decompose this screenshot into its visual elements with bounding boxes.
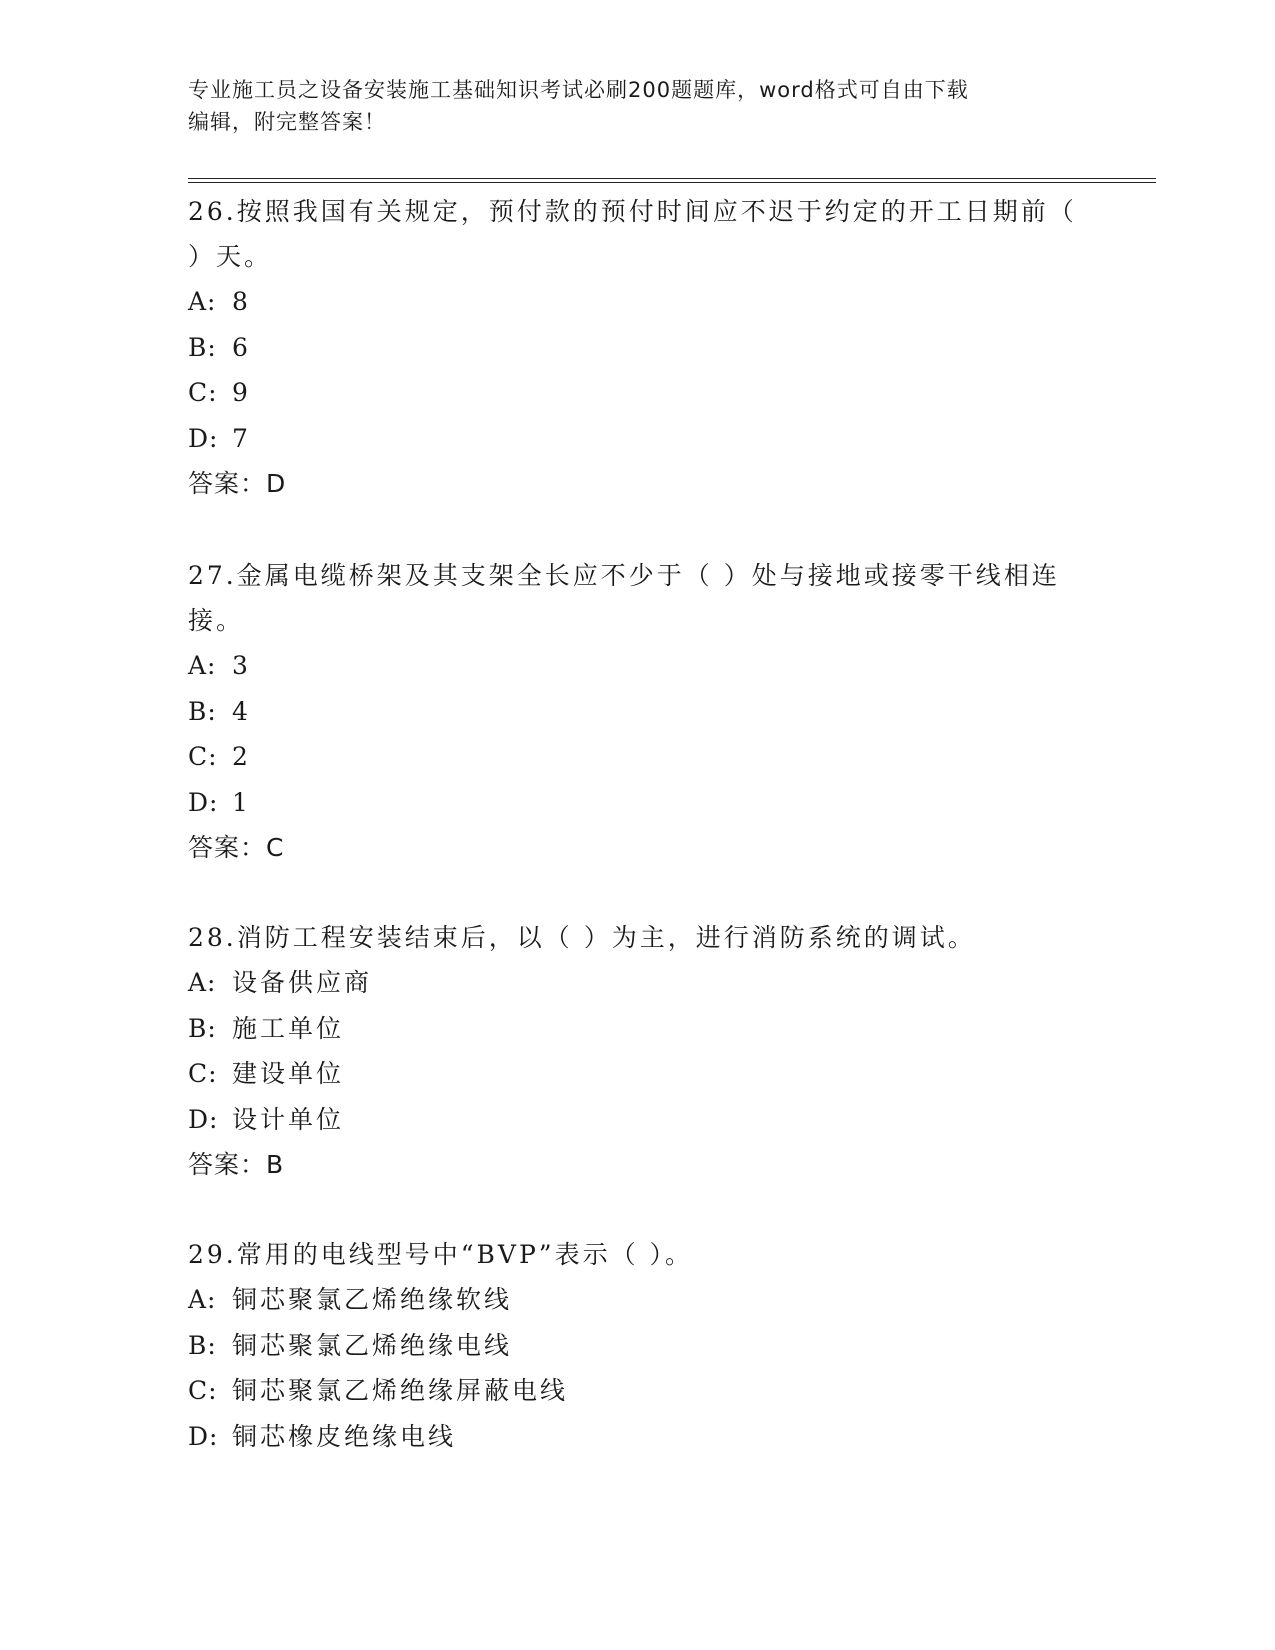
option-text: 7 (232, 423, 251, 453)
question-28 (188, 915, 1088, 1187)
option-text: 9 (232, 378, 251, 407)
option-key: B: (188, 696, 217, 726)
option-a (188, 643, 1088, 689)
header-line-2: 编辑，附完整答案！ (188, 110, 386, 134)
option-key: A: (188, 651, 217, 680)
option-b (188, 689, 1088, 735)
option-text: 施工单位 (232, 1013, 345, 1043)
option-key: C: (188, 1376, 218, 1405)
answer-line: 答案：B (188, 1150, 285, 1179)
option-text: 2 (232, 742, 251, 771)
option-a (188, 1277, 1088, 1323)
question-26 (188, 189, 1088, 506)
option-a (188, 279, 1088, 325)
option-text: 建设单位 (232, 1059, 345, 1088)
question-stem: 27.金属电缆桥架及其支架全长应不少于（ ）处与接地或接零干线相连接。 (188, 561, 1060, 635)
option-d (188, 1414, 1088, 1460)
document-header (188, 74, 1088, 138)
question-27 (188, 553, 1088, 870)
header-divider-top (188, 178, 1156, 179)
option-key: B: (188, 1013, 217, 1043)
header-line-1: 专业施工员之设备安装施工基础知识考试必刷200题题库，word格式可自由下载 (188, 78, 969, 102)
option-key: A: (188, 287, 217, 316)
question-stem: 26.按照我国有关规定，预付款的预付时间应不迟于约定的开工日期前（ ）天。 (188, 197, 1077, 271)
option-text: 6 (232, 332, 251, 362)
option-b (188, 1323, 1088, 1369)
option-key: C: (188, 1059, 218, 1088)
option-d (188, 780, 1088, 826)
option-text: 3 (232, 651, 251, 680)
option-b (188, 1006, 1088, 1052)
option-key: C: (188, 742, 218, 771)
question-stem: 29.常用的电线型号中“BVP”表示（ ）。 (188, 1240, 694, 1269)
option-text: 1 (232, 787, 251, 817)
option-d (188, 416, 1088, 462)
option-key: A: (188, 1285, 217, 1314)
option-key: D: (188, 1421, 219, 1451)
option-key: D: (188, 787, 219, 817)
header-divider-bottom (188, 182, 1156, 183)
option-text: 铜芯聚氯乙烯绝缘电线 (232, 1330, 513, 1360)
option-c (188, 1051, 1088, 1097)
option-key: D: (188, 1104, 219, 1134)
option-a (188, 960, 1088, 1006)
option-key: C: (188, 378, 218, 407)
answer-line: 答案：C (188, 833, 285, 862)
option-key: B: (188, 1330, 217, 1360)
option-text: 铜芯聚氯乙烯绝缘屏蔽电线 (232, 1376, 569, 1405)
option-c (188, 370, 1088, 416)
option-key: D: (188, 423, 219, 453)
answer-line: 答案：D (188, 469, 287, 498)
option-key: B: (188, 332, 217, 362)
option-d (188, 1097, 1088, 1143)
option-text: 铜芯聚氯乙烯绝缘软线 (232, 1285, 513, 1314)
option-text: 设备供应商 (232, 968, 373, 997)
option-text: 设计单位 (232, 1104, 345, 1134)
option-key: A: (188, 968, 217, 997)
option-text: 4 (232, 696, 251, 726)
question-29 (188, 1232, 1088, 1459)
option-c (188, 734, 1088, 780)
question-stem: 28.消防工程安装结束后，以（ ）为主，进行消防系统的调试。 (188, 923, 976, 952)
option-text: 8 (232, 287, 251, 316)
option-text: 铜芯橡皮绝缘电线 (232, 1421, 457, 1451)
option-c (188, 1368, 1088, 1414)
option-b (188, 325, 1088, 371)
